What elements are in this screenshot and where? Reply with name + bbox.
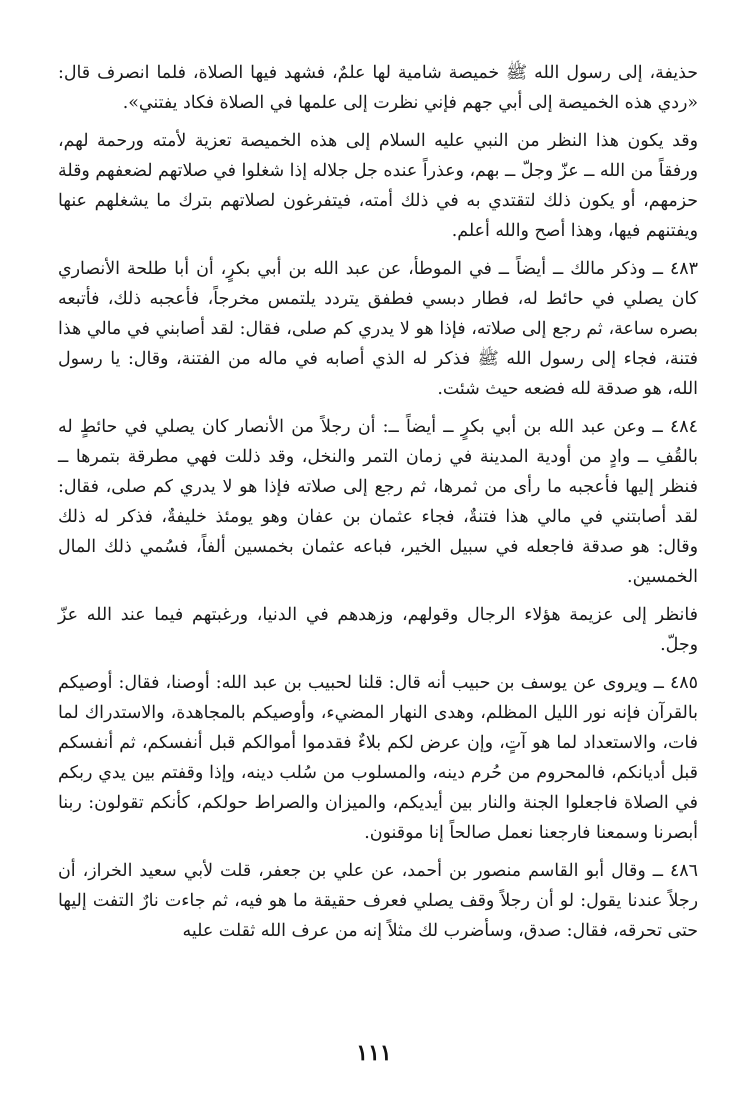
paragraph-commentary: وقد يكون هذا النظر من النبي عليه السلام إلى هذه الخميصة تعزية لأمته ورحمة لهم، ورفقاً من الله ــ عزّ وجلّ ــ بهم، وعذراً عنده جل جلاله إذا شغلوا في صلاتهم لضعفهم وقلة حزمهم، أو يكون ذلك لتقتدي به في ذلك أمته، فيتفرغون لصلاتهم بترك ما يشغلهم عنها ويفتنهم فيها، وهذا أصح والله أعلم. [58,131,698,241]
page-body [58,58,698,954]
paragraph-483: ٤٨٣ ــ وذكر مالك ــ أيضاً ــ في الموطأ، عن عبد الله بن أبي بكرٍ، أن أبا طلحة الأنصاري كان يصلي في حائط له، فطار دبسي فطفق يتردد يلتمس مخرجاً، فأعجبه ذلك، فأتبعه بصره ساعة، ثم رجع إلى صلاته، فإذا هو لا يدري كم صلى، فقال: لقد أصابني في مالي هذا فتنة، فجاء إلى رسول الله ﷺ فذكر له الذي أصابه في ماله من الفتنة، وقال: يا رسول الله، هو صدقة لله فضعه حيث شئت. [58,259,698,399]
paragraph-485: ٤٨٥ ــ ويروى عن يوسف بن حبيب أنه قال: قلنا لحبيب بن عبد الله: أوصنا، فقال: أوصيكم بالقرآن فإنه نور الليل المظلم، وهدى النهار المضيء، وأوصيكم بالمجاهدة، والاستدراك لما فات، والاستعداد لما هو آتٍ، وإن عرض لكم بلاءٌ فقدموا أموالكم قبل أنفسكم، ثم أنفسكم قبل أديانكم، فالمحروم من حُرم دينه، والمسلوب من سُلب دينه، وإذا وقفتم بين يدي ربكم في الصلاة فاجعلوا الجنة والنار بين أيديكم، والميزان والصراط حولكم، كأنكم تقولون: ربنا أبصرنا وسمعنا فارجعنا نعمل صالحاً إنا موقنون. [58,673,698,843]
paragraph-intro-hadith: حذيفة، إلى رسول الله ﷺ خميصة شامية لها علمٌ، فشهد فيها الصلاة، فلما انصرف قال: «ردي هذه الخميصة إلى أبي جهم فإني نظرت إلى علمها في الصلاة فكاد يفتني». [58,63,698,113]
paragraph-486: ٤٨٦ ــ وقال أبو القاسم منصور بن أحمد، عن علي بن جعفر، قلت لأبي سعيد الخراز، أن رجلاً عندنا يقول: لو أن رجلاً وقف يصلي فعرف حقيقة ما هو فيه، ثم جاءت نارٌ التفت إليها حتى تحرقه، فقال: صدق، وسأضرب لك مثلاً إنه من عرف الله ثقلت عليه [58,861,698,941]
paragraph-484: ٤٨٤ ــ وعن عبد الله بن أبي بكرٍ ــ أيضاً ــ: أن رجلاً من الأنصار كان يصلي في حائطٍ له بالقُفِ ــ وادٍ من أودية المدينة في زمان التمر والنخل، وقد ذللت فهي مطرقة بتمرها ــ فنظر إليها فأعجبه ما رأى من ثمرها، ثم رجع إلى صلاته فإذا هو لا يدري كم صلى، فقال: لقد أصابتني في مالي هذا فتنةٌ، فجاء عثمان بن عفان وهو يومئذ خليفةٌ، فذكر له ذلك وقال: هو صدقة فاجعله في سبيل الخير، فباعه عثمان بخمسين ألفاً، فسُمي ذلك المال الخمسين. [58,417,698,587]
paragraph-reflection: فانظر إلى عزيمة هؤلاء الرجال وقولهم، وزهدهم في الدنيا، ورغبتهم فيما عند الله عزّ وجلّ. [58,605,698,655]
page-number: ١١١ [356,1040,392,1066]
